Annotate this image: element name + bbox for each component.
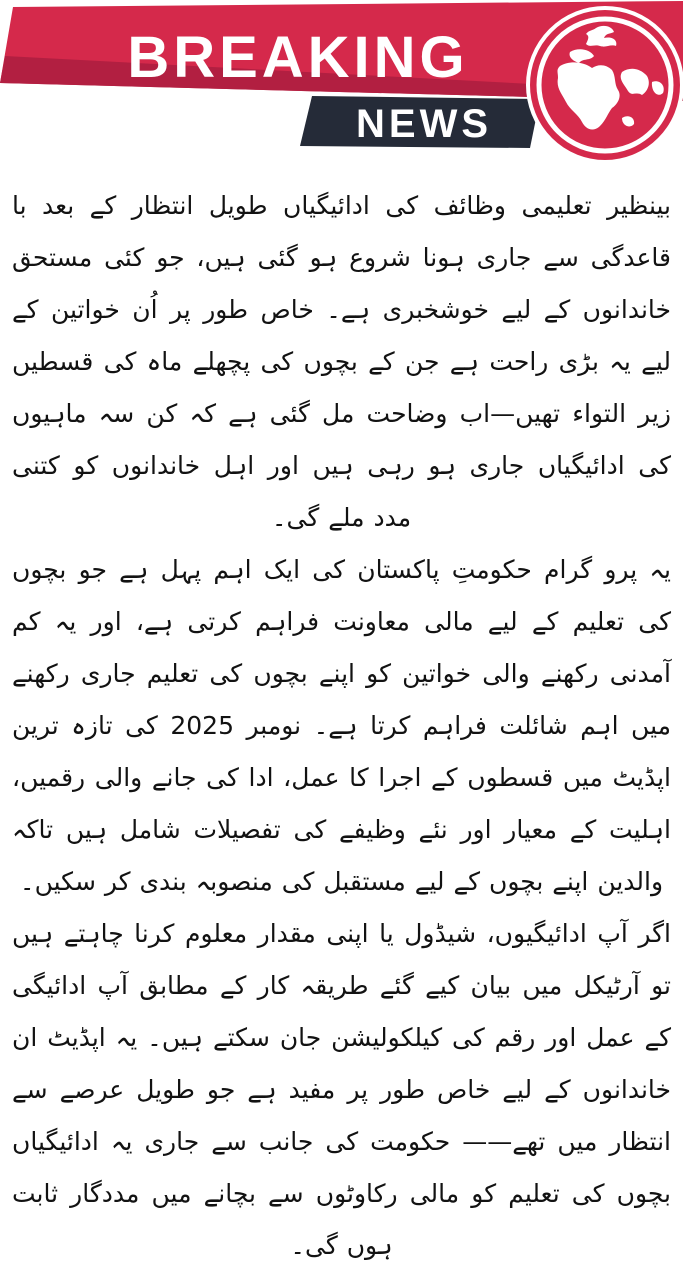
article-paragraph-3: اگر آپ ادائیگیوں، شیڈول یا اپنی مقدار معلوم کرنا چاہتے ہیں تو آرٹیکل میں بیان کیے گئے طریقہ کار کے مطابق آپ ادائیگی کے عمل اور رقم کی کیلکولیشن جان سکتے ہیں۔ یہ اپڈیٹ ان خاندانوں کے لیے خاص طور پر مفید ہے جو طویل عرصے سے انتظار میں تھے—— حکومت کی جانب سے جاری یہ ادائیگیاں بچوں کی تعلیم کو مالی رکاوٹوں سے بچانے میں مددگار ثابت ہوں گی۔ bbox=[12, 919, 671, 1260]
article-paragraph-1: بینظیر تعلیمی وظائف کی ادائیگیاں طویل انتظار کے بعد با قاعدگی سے جاری ہونا شروع ہو گئی ہیں، جو کئی مستحق خاندانوں کے لیے خوشخبری ہے۔ خاص طور پر اُن خواتین کے لیے یہ بڑی راحت ہے جن کے بچوں کی پچھلے ماہ کی قسطیں زیر التواء تھیں—اب وضاحت مل گئی ہے کہ کن سہ ماہیوں کی ادائیگیاں جاری ہو رہی ہیں اور اہل خاندانوں کو کتنی مدد ملے گی۔ bbox=[12, 191, 671, 532]
article-body bbox=[0, 170, 683, 1272]
banner-art bbox=[0, 0, 683, 170]
globe-icon bbox=[528, 8, 682, 162]
breaking-news-banner bbox=[0, 0, 683, 170]
article-paragraph-2: یہ پرو گرام حکومتِ پاکستان کی ایک اہم پہل ہے جو بچوں کی تعلیم کے لیے مالی معاونت فراہم کرتی ہے، اور یہ کم آمدنی رکھنے والی خواتین کو اپنے بچوں کی تعلیم جاری رکھنے میں اہم شائلت فراہم کرتا ہے۔ نومبر 2025 کی تازہ ترین اپڈیٹ میں قسطوں کے اجرا کا عمل، ادا کی جانے والی رقمیں، اہلیت کے معیار اور نئے وظیفے کی تفصیلات شامل ہیں تاکہ والدین اپنے بچوں کے لیے مستقبل کی منصوبہ بندی کر سکیں۔ bbox=[12, 555, 671, 896]
news-label: NEWS bbox=[356, 102, 492, 146]
breaking-label: BREAKING bbox=[127, 25, 469, 90]
